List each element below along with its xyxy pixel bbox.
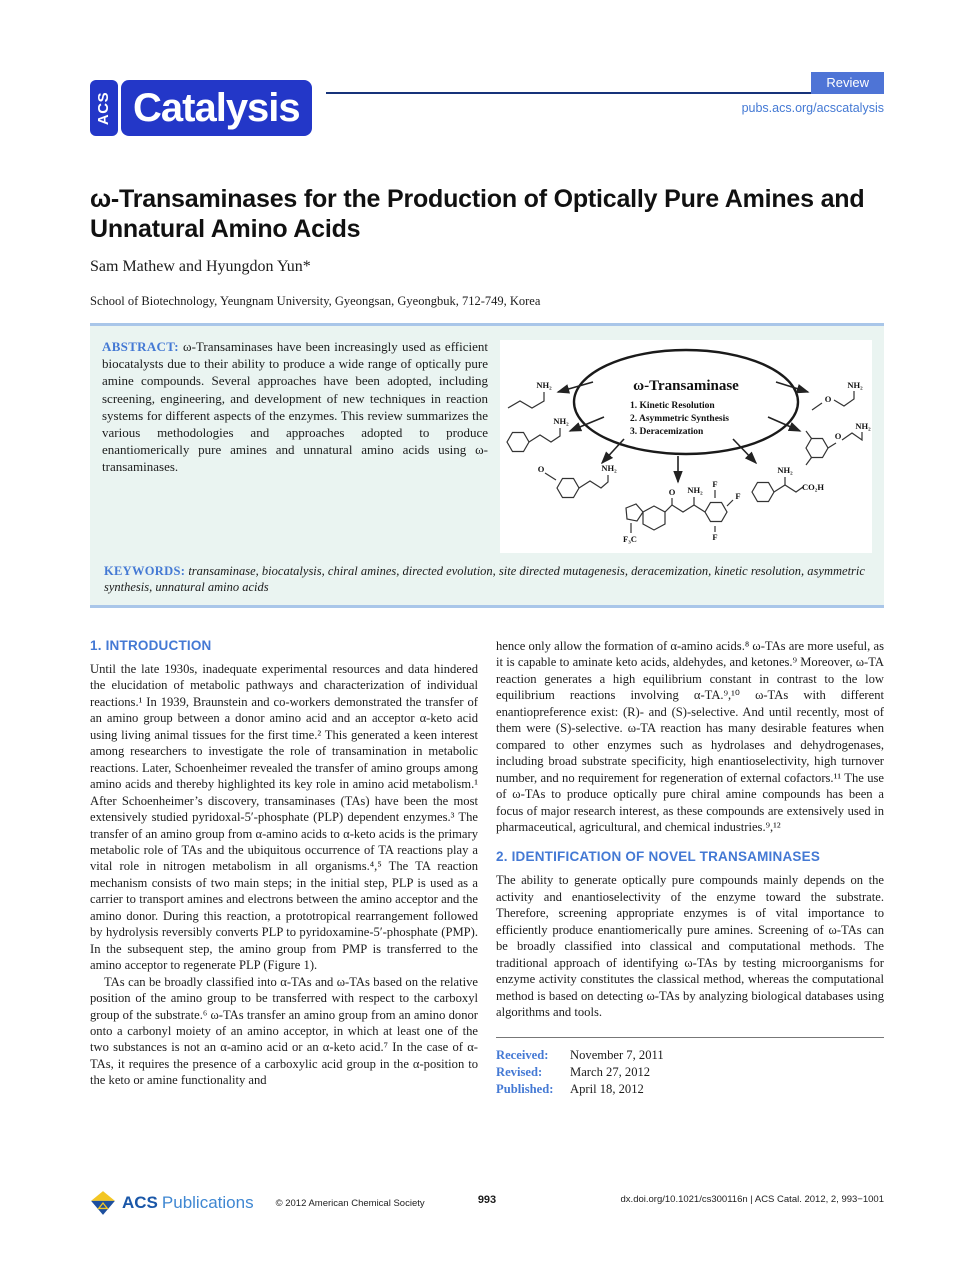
article-title-line2: Unnatural Amino Acids	[90, 215, 361, 243]
journal-title: Catalysis	[121, 80, 312, 136]
graphic-item-2: 2. Asymmetric Synthesis	[630, 414, 729, 424]
article-body	[90, 638, 884, 1098]
received-date: November 7, 2011	[570, 1047, 664, 1062]
o-label-2: O	[668, 487, 676, 497]
section-1-heading: 1. INTRODUCTION	[90, 638, 212, 653]
section-2-paragraph-1: The ability to generate optically pure compounds mainly depends on the activity and enantioselectivity of the enzyme toward the substrate. Therefore, screening appropriate enzymes is of vital importance to efficiently produce enantiomerically pure amines. Screening of ω-TAs can be broadly classified into classical and computational methods. The traditional approach of identifying ω-TAs by testing microorganisms for enzyme activity constitutes the classical method, whereas the computational method is based on detecting ω-TAs by analyzing biological databases using algorithms and tools.	[496, 873, 884, 1020]
f-label-1: F	[712, 479, 718, 489]
f-label-2: F	[735, 491, 741, 501]
abstract-body: ω-Transaminases have been increasingly used as efficient biocatalysts due to their ability to produce a wide range of optically pure amine compounds. Several approaches have been adopted, including screening, engineering, and development of new techniques in reaction systems for different aspects of the enzymes. This review summarizes the various methodologies and approaches adopted to produce enantiomerically pure amines and unnatural amino acids using ω-transaminases.	[102, 339, 488, 475]
graphic-item-1: 1. Kinetic Resolution	[630, 401, 715, 411]
acs-catalysis-logo	[90, 80, 312, 136]
o-label-4: O	[824, 394, 832, 404]
intro-paragraph-1: Until the late 1930s, inadequate experimental resources and data hindered the elucidation of metabolic pathways and characterization of individual reactions.¹ In 1939, Braunstein and co-workers demonstrated the transfer of an amino group between a donor amino acid and an acceptor α-keto acid using living animal tissues for the first time.² This generated a keen interest among researchers to investigate the role of transamination in metabolic reactions. Later, Schoenheimer revealed the transfer of amino groups among amino acids and thereby highlighted its key role in amino acid metabolism.¹ After Schoenheimer’s discovery, transaminases (TAs) have been the most extensively studied pyridoxal-5′-phosphate (PLP) dependent enzymes.³ The transfer of an amino group from α-amino acids to α-keto acids is the primary metabolic role of TAs and the ubiquitous occurrence of TA reactions play a vital role in nitrogen metabolism in all organisms.⁴,⁵ The TA reaction mechanism consists of two main steps; in the initial step, PLP is used as a carrier to transport amines and electrons between the amino acceptor and the amino donor. During this reaction, a prototropical rearrangement followed by hydrolysis reversibly converts PLP to pyridoxamine-5′-phosphate (PMP). In the subsequent step, the amino group from PMP is transferred to the amino acceptor to regenerate PLP (Figure 1).	[90, 662, 478, 973]
right-column	[496, 638, 884, 1098]
revised-label: Revised:	[496, 1064, 543, 1079]
published-date: April 18, 2012	[570, 1081, 644, 1096]
section-2-heading: 2. IDENTIFICATION OF NOVEL TRANSAMINASES	[496, 849, 821, 865]
abstract-label: ABSTRACT:	[102, 339, 179, 354]
journal-header	[90, 75, 884, 136]
keywords-text: transaminase, biocatalysis, chiral amines, directed evolution, site directed mutagenesis, deracemization, kinetic resolution, asymmetric synthesis, unnatural amino acids	[104, 564, 865, 594]
header-rule	[326, 92, 812, 94]
affiliation: School of Biotechnology, Yeungnam University, Gyeongsan, Gyeongbuk, 712-749, Korea	[90, 294, 541, 308]
nh2-label-3: NH₂	[601, 463, 617, 473]
page-number: 993	[477, 1194, 497, 1206]
keywords-label: KEYWORDS:	[104, 564, 186, 578]
acs-logo-icon	[90, 80, 118, 136]
authors: Sam Mathew and Hyungdon Yun*	[90, 258, 311, 275]
nh2-label-5: NH₂	[777, 465, 793, 475]
article-page	[90, 75, 884, 1098]
abstract-text	[102, 338, 488, 553]
nh2-label-4: NH₂	[687, 485, 703, 495]
co2h-label: CO₂H	[802, 482, 824, 492]
footer-acs-text: ACS	[122, 1193, 158, 1212]
header-right	[326, 75, 884, 115]
graphic-item-3: 3. Deracemization	[630, 427, 704, 437]
article-type-badge: Review	[811, 72, 884, 94]
article-title	[90, 184, 884, 244]
article-title-line1: ω-Transaminases for the Production of Optically Pure Amines and	[90, 185, 865, 213]
acs-logo-text: ACS	[95, 91, 113, 125]
intro-paragraph-3: hence only allow the formation of α-amino acids.⁸ ω-TAs are more useful, as it is capable to aminate keto acids, aldehydes, and ketones.⁹ Moreover, ω-TA reaction generates a high equilibrium constant in contrast to the low equilibrium reactions involving α-TA.⁹,¹⁰ ω-TAs with different enantiopreference exist: (R)- and (S)-selective. And until recently, most of them were (S)-selective. ω-TA reaction has many desirable features when compared to other enzymes such as hydrolases and dehydrogenases, including broad substrate specificity, high enantioselectivity, high turnover number, and no requirement for regeneration of external cofactors.¹¹ The use of ω-TAs to produce optically pure chiral amine compounds has been a focus of major research interest, as these compounds are extensively used in pharmaceutical, agricultural, and chemical industries.⁹,¹²	[496, 639, 884, 834]
nh2-label-1: NH₂	[536, 380, 552, 390]
o-label-1: O	[537, 464, 545, 474]
graphical-abstract	[500, 340, 872, 553]
nh2-label-7: NH₂	[847, 380, 863, 390]
page-footer	[90, 1190, 884, 1224]
nh2-label-6: NH₂	[855, 421, 871, 431]
footer-publications-text: Publications	[161, 1193, 254, 1212]
received-label: Received:	[496, 1047, 549, 1062]
copyright-text: © 2012 American Chemical Society	[275, 1197, 425, 1209]
revised-date: March 27, 2012	[570, 1064, 651, 1079]
nh2-label-2: NH₂	[553, 416, 569, 426]
abstract-box	[90, 323, 884, 608]
left-column	[90, 638, 478, 1098]
doi-citation[interactable]: dx.doi.org/10.1021/cs300116n | ACS Catal. 2012, 2, 993−1001	[620, 1194, 884, 1205]
published-label: Published:	[496, 1081, 554, 1096]
graphic-title: ω-Transaminase	[633, 378, 739, 394]
f-label-3: F	[712, 532, 718, 542]
keywords	[102, 563, 872, 595]
intro-paragraph-2: TAs can be broadly classified into α-TAs and ω-TAs based on the relative position of the amino group to be transferred with respect to the carboxyl group of the substrate.⁶ ω-TAs transfer an amino group from an amino donor onto a carbonyl moiety of an amino acceptor, in which at least one of the two substances is not an α-amino acid or an α-keto acid.⁷ In the case of α-TAs, it requires the presence of a carboxylic acid group in the α-position to the keto or amine functionality and	[90, 974, 478, 1088]
o-label-3: O	[834, 431, 842, 441]
journal-url-link[interactable]: pubs.acs.org/acscatalysis	[741, 101, 884, 115]
f3c-label: F₃C	[623, 534, 637, 544]
article-history	[496, 1037, 884, 1098]
